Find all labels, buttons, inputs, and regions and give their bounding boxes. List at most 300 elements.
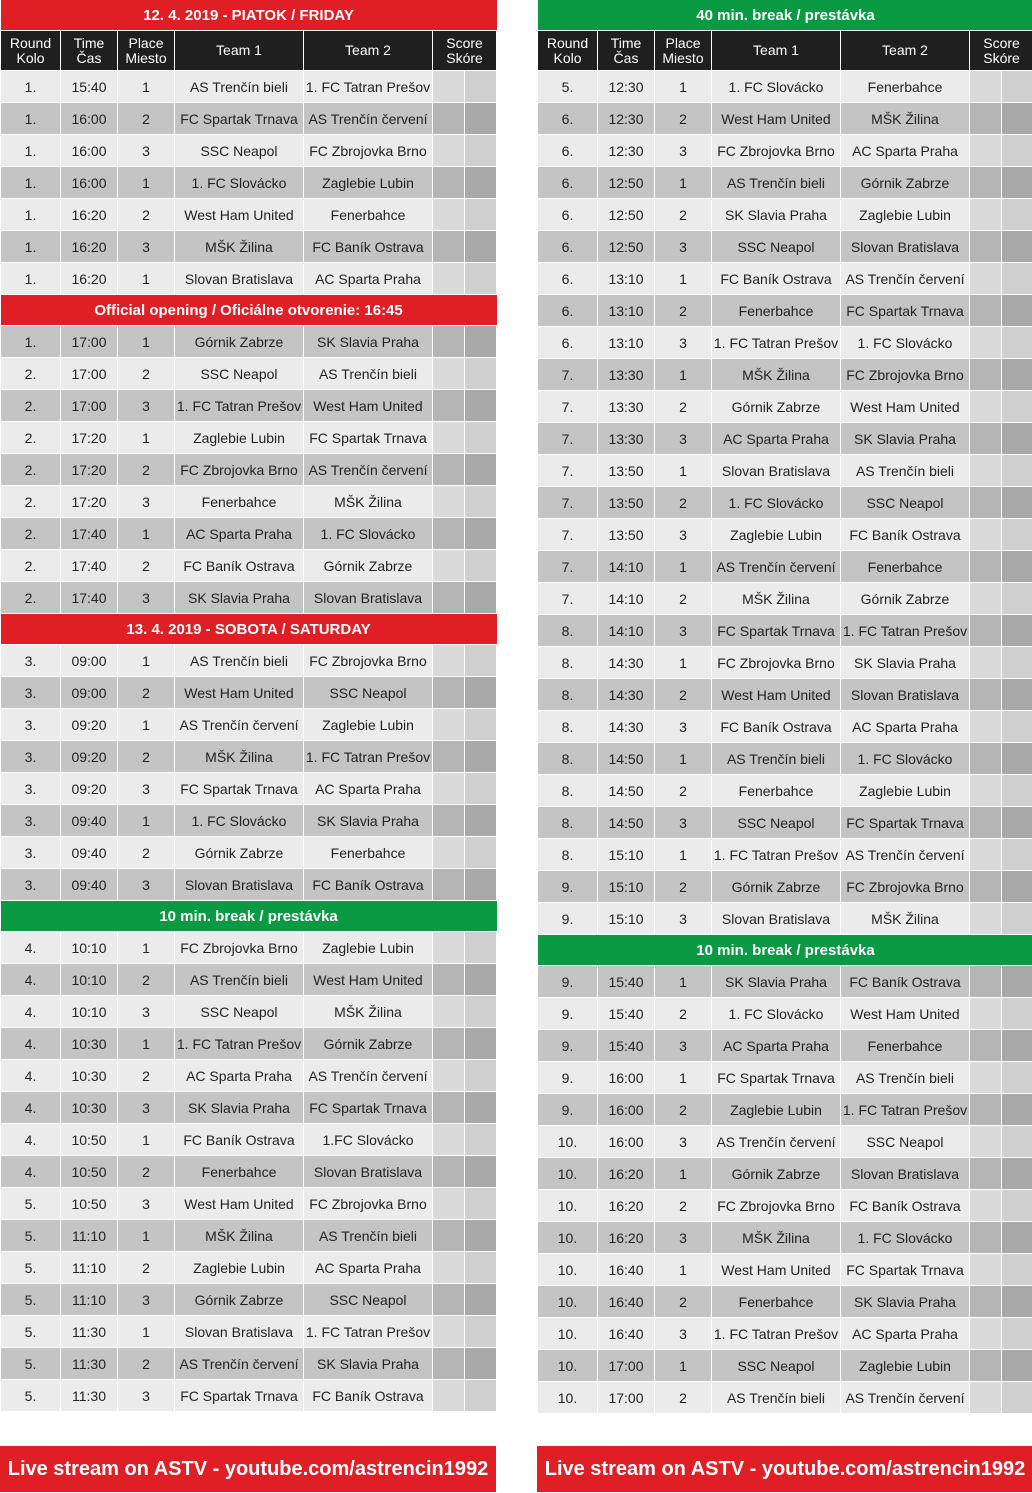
score-team1-cell[interactable] — [433, 1124, 465, 1156]
score-team2-cell[interactable] — [465, 932, 497, 964]
score-team1-cell[interactable] — [970, 998, 1002, 1030]
team1-cell: FC Spartak Trnava — [712, 1062, 841, 1094]
team2-cell: Zaglebie Lubin — [841, 1350, 970, 1382]
score-team1-cell[interactable] — [970, 1382, 1002, 1414]
score-team2-cell[interactable] — [1002, 1030, 1032, 1062]
score-team2-cell[interactable] — [465, 422, 497, 454]
time-cell: 10:30 — [61, 1092, 118, 1124]
score-team1-cell[interactable] — [433, 199, 465, 231]
score-team1-cell[interactable] — [970, 1094, 1002, 1126]
score-team1-cell[interactable] — [970, 839, 1002, 871]
match-row — [1, 805, 497, 837]
score-team1-cell[interactable] — [970, 807, 1002, 839]
schedule-table-right — [537, 0, 1032, 1414]
score-team1-cell[interactable] — [970, 711, 1002, 743]
score-team1-cell[interactable] — [970, 903, 1002, 935]
score-team2-cell[interactable] — [1002, 551, 1032, 583]
place-cell: 1 — [655, 71, 712, 103]
score-header-sk: Skóre — [446, 49, 483, 66]
score-team2-cell[interactable] — [465, 1124, 497, 1156]
time-cell: 10:50 — [61, 1124, 118, 1156]
place-cell: 3 — [655, 903, 712, 935]
team2-cell: 1. FC Slovácko — [841, 327, 970, 359]
score-team1-cell[interactable] — [970, 167, 1002, 199]
round-cell: 6. — [538, 263, 598, 295]
score-team1-cell[interactable] — [433, 932, 465, 964]
team2-cell: MŠK Žilina — [841, 103, 970, 135]
score-team2-cell[interactable] — [465, 1348, 497, 1380]
team1-cell: 1. FC Slovácko — [712, 71, 841, 103]
team2-cell: Zaglebie Lubin — [304, 709, 433, 741]
score-team1-cell[interactable] — [433, 1284, 465, 1316]
place-cell: 1 — [118, 932, 175, 964]
score-team2-cell[interactable] — [465, 709, 497, 741]
score-team2-cell[interactable] — [1002, 519, 1032, 551]
score-team1-cell[interactable] — [970, 423, 1002, 455]
place-cell: 1 — [118, 805, 175, 837]
score-team1-cell[interactable] — [433, 550, 465, 582]
score-team2-cell[interactable] — [1002, 1382, 1032, 1414]
team2-cell: Fenerbahce — [841, 71, 970, 103]
score-team2-cell[interactable] — [465, 1284, 497, 1316]
place-cell: 2 — [118, 358, 175, 390]
score-team1-cell[interactable] — [970, 775, 1002, 807]
score-team1-cell[interactable] — [970, 199, 1002, 231]
score-team2-cell[interactable] — [1002, 966, 1032, 998]
score-team1-cell[interactable] — [433, 1316, 465, 1348]
score-team2-cell[interactable] — [1002, 871, 1032, 903]
time-cell: 14:10 — [598, 551, 655, 583]
time-cell: 14:30 — [598, 647, 655, 679]
round-header — [1, 31, 61, 71]
score-team2-cell[interactable] — [1002, 455, 1032, 487]
team1-cell: SSC Neapol — [712, 231, 841, 263]
score-team1-cell[interactable] — [433, 358, 465, 390]
team2-cell: MŠK Žilina — [304, 996, 433, 1028]
score-team1-cell[interactable] — [433, 71, 465, 103]
team1-cell: Slovan Bratislava — [712, 903, 841, 935]
match-row — [1, 1060, 497, 1092]
place-cell: 1 — [118, 645, 175, 677]
place-cell: 1 — [655, 551, 712, 583]
team2-cell: 1. FC Tatran Prešov — [841, 615, 970, 647]
score-team1-cell[interactable] — [970, 583, 1002, 615]
round-cell: 9. — [538, 998, 598, 1030]
score-team2-cell[interactable] — [465, 454, 497, 486]
team1-header — [712, 31, 841, 71]
score-team2-cell[interactable] — [465, 645, 497, 677]
score-team1-cell[interactable] — [433, 263, 465, 295]
score-team1-cell[interactable] — [970, 359, 1002, 391]
score-team2-cell[interactable] — [1002, 711, 1032, 743]
place-cell: 2 — [118, 837, 175, 869]
score-team2-cell[interactable] — [465, 582, 497, 614]
score-team2-cell[interactable] — [465, 71, 497, 103]
score-team2-cell[interactable] — [1002, 167, 1032, 199]
match-row — [538, 871, 1032, 903]
team1-cell: Zaglebie Lubin — [712, 1094, 841, 1126]
score-team2-cell[interactable] — [1002, 1222, 1032, 1254]
score-team1-cell[interactable] — [433, 869, 465, 901]
score-team2-cell[interactable] — [1002, 583, 1032, 615]
score-team1-cell[interactable] — [970, 615, 1002, 647]
place-cell: 1 — [655, 1350, 712, 1382]
score-team2-cell[interactable] — [465, 231, 497, 263]
score-team2-cell[interactable] — [1002, 103, 1032, 135]
score-team1-cell[interactable] — [970, 1254, 1002, 1286]
score-team1-cell[interactable] — [970, 519, 1002, 551]
score-team2-cell[interactable] — [1002, 903, 1032, 935]
round-cell: 2. — [1, 582, 61, 614]
score-team2-cell[interactable] — [465, 486, 497, 518]
score-team1-cell[interactable] — [970, 1318, 1002, 1350]
score-team1-cell[interactable] — [433, 805, 465, 837]
match-row — [1, 199, 497, 231]
team2-cell: Górnik Zabrze — [304, 1028, 433, 1060]
score-team1-cell[interactable] — [970, 487, 1002, 519]
place-cell: 1 — [655, 359, 712, 391]
match-row — [1, 1028, 497, 1060]
score-team2-cell[interactable] — [1002, 71, 1032, 103]
round-cell: 3. — [1, 869, 61, 901]
score-team1-cell[interactable] — [970, 1030, 1002, 1062]
score-team1-cell[interactable] — [970, 103, 1002, 135]
score-team2-cell[interactable] — [1002, 199, 1032, 231]
score-team1-cell[interactable] — [433, 964, 465, 996]
match-row — [538, 167, 1032, 199]
team2-cell: Fenerbahce — [841, 1030, 970, 1062]
score-team1-cell[interactable] — [970, 966, 1002, 998]
team1-cell: Fenerbahce — [175, 1156, 304, 1188]
score-team2-cell[interactable] — [1002, 1286, 1032, 1318]
place-cell: 3 — [118, 1188, 175, 1220]
place-cell: 1 — [118, 263, 175, 295]
match-row — [1, 932, 497, 964]
team1-cell: FC Baník Ostrava — [175, 550, 304, 582]
place-cell: 3 — [118, 996, 175, 1028]
score-team1-cell[interactable] — [433, 167, 465, 199]
score-team1-cell[interactable] — [970, 1190, 1002, 1222]
score-team1-cell[interactable] — [433, 103, 465, 135]
score-team1-cell[interactable] — [433, 645, 465, 677]
place-cell: 2 — [655, 583, 712, 615]
score-team2-cell[interactable] — [1002, 743, 1032, 775]
section-banner-text: 10 min. break / prestávka — [1, 901, 497, 932]
team2-cell: AS Trenčín červení — [304, 103, 433, 135]
time-cell: 15:40 — [598, 966, 655, 998]
match-row — [538, 743, 1032, 775]
round-cell: 7. — [538, 519, 598, 551]
score-team1-cell[interactable] — [433, 1156, 465, 1188]
time-cell: 16:20 — [598, 1158, 655, 1190]
place-cell: 3 — [655, 231, 712, 263]
score-team1-cell[interactable] — [970, 1062, 1002, 1094]
score-team1-cell[interactable] — [433, 741, 465, 773]
score-team1-cell[interactable] — [433, 1188, 465, 1220]
team2-cell: FC Baník Ostrava — [841, 519, 970, 551]
score-team2-cell[interactable] — [465, 103, 497, 135]
score-team2-cell[interactable] — [1002, 998, 1032, 1030]
team1-cell: SSC Neapol — [175, 135, 304, 167]
score-team1-cell[interactable] — [433, 390, 465, 422]
round-cell: 9. — [538, 903, 598, 935]
team2-cell: SK Slavia Praha — [304, 805, 433, 837]
round-cell: 1. — [1, 263, 61, 295]
match-row — [1, 1316, 497, 1348]
time-cell: 11:30 — [61, 1348, 118, 1380]
time-cell: 16:20 — [61, 263, 118, 295]
score-team2-cell[interactable] — [1002, 615, 1032, 647]
team1-cell: Górnik Zabrze — [712, 1158, 841, 1190]
round-cell: 6. — [538, 103, 598, 135]
section-banner-text: 40 min. break / prestávka — [538, 0, 1032, 31]
score-team1-cell[interactable] — [433, 837, 465, 869]
round-cell: 5. — [1, 1284, 61, 1316]
team1-cell: AS Trenčín bieli — [712, 743, 841, 775]
match-row — [1, 326, 497, 358]
team1-cell: 1. FC Slovácko — [712, 998, 841, 1030]
match-row — [1, 71, 497, 103]
team2-cell: West Ham United — [841, 998, 970, 1030]
score-team2-cell[interactable] — [1002, 327, 1032, 359]
team1-header-en: Team 1 — [753, 42, 799, 58]
time-header — [61, 31, 118, 71]
team1-cell: West Ham United — [175, 199, 304, 231]
match-row — [538, 679, 1032, 711]
time-cell: 16:00 — [598, 1062, 655, 1094]
place-cell: 2 — [118, 1348, 175, 1380]
score-team2-cell[interactable] — [1002, 839, 1032, 871]
score-team1-cell[interactable] — [433, 1252, 465, 1284]
round-cell: 6. — [538, 135, 598, 167]
score-team2-cell[interactable] — [465, 1028, 497, 1060]
score-team1-cell[interactable] — [433, 1028, 465, 1060]
score-team2-cell[interactable] — [465, 1380, 497, 1412]
team2-cell: SK Slavia Praha — [841, 647, 970, 679]
match-row — [1, 103, 497, 135]
match-row — [538, 1222, 1032, 1254]
team1-cell: 1. FC Slovácko — [175, 167, 304, 199]
score-team2-cell[interactable] — [1002, 423, 1032, 455]
score-team1-cell[interactable] — [433, 454, 465, 486]
score-team1-cell[interactable] — [433, 1220, 465, 1252]
score-team1-cell[interactable] — [433, 326, 465, 358]
score-team2-cell[interactable] — [1002, 679, 1032, 711]
team2-cell: 1.FC Slovácko — [304, 1124, 433, 1156]
round-cell: 10. — [538, 1126, 598, 1158]
score-team1-cell[interactable] — [970, 551, 1002, 583]
score-team1-cell[interactable] — [970, 295, 1002, 327]
score-team2-cell[interactable] — [1002, 1350, 1032, 1382]
score-team1-cell[interactable] — [433, 1348, 465, 1380]
score-team1-cell[interactable] — [433, 422, 465, 454]
round-cell: 7. — [538, 487, 598, 519]
score-team2-cell[interactable] — [465, 326, 497, 358]
round-header — [538, 31, 598, 71]
team1-cell: 1. FC Slovácko — [712, 487, 841, 519]
match-row — [538, 1318, 1032, 1350]
place-cell: 2 — [655, 103, 712, 135]
score-team2-cell[interactable] — [1002, 1126, 1032, 1158]
livestream-footer-left[interactable]: Live stream on ASTV - youtube.com/astrencin1992 — [0, 1446, 496, 1492]
team2-cell: AS Trenčín červení — [841, 839, 970, 871]
score-team1-cell[interactable] — [970, 263, 1002, 295]
place-cell: 3 — [655, 1126, 712, 1158]
match-row — [538, 487, 1032, 519]
score-team1-cell[interactable] — [970, 231, 1002, 263]
team2-cell: 1. FC Slovácko — [304, 518, 433, 550]
time-header-sk: Čas — [613, 49, 639, 66]
score-team1-cell[interactable] — [970, 1350, 1002, 1382]
score-team2-cell[interactable] — [465, 869, 497, 901]
score-team2-cell[interactable] — [1002, 775, 1032, 807]
score-team2-cell[interactable] — [465, 996, 497, 1028]
score-team1-cell[interactable] — [970, 743, 1002, 775]
place-cell: 3 — [118, 231, 175, 263]
score-team2-cell[interactable] — [465, 1188, 497, 1220]
score-team1-cell[interactable] — [433, 1060, 465, 1092]
score-team2-cell[interactable] — [1002, 391, 1032, 423]
score-team2-cell[interactable] — [465, 1092, 497, 1124]
score-team2-cell[interactable] — [1002, 295, 1032, 327]
score-team2-cell[interactable] — [1002, 807, 1032, 839]
score-team2-cell[interactable] — [1002, 359, 1032, 391]
score-team2-cell[interactable] — [465, 1220, 497, 1252]
time-cell: 17:40 — [61, 582, 118, 614]
score-team1-cell[interactable] — [970, 135, 1002, 167]
score-team1-cell[interactable] — [970, 391, 1002, 423]
score-team2-cell[interactable] — [465, 1060, 497, 1092]
score-team2-cell[interactable] — [465, 837, 497, 869]
score-team1-cell[interactable] — [433, 582, 465, 614]
score-team2-cell[interactable] — [1002, 231, 1032, 263]
match-row — [1, 582, 497, 614]
score-team1-cell[interactable] — [433, 486, 465, 518]
score-team1-cell[interactable] — [433, 677, 465, 709]
round-cell: 3. — [1, 741, 61, 773]
score-team1-cell[interactable] — [970, 1126, 1002, 1158]
team1-cell: West Ham United — [712, 1254, 841, 1286]
place-cell: 1 — [655, 1062, 712, 1094]
team2-cell: AC Sparta Praha — [304, 1252, 433, 1284]
score-team2-cell[interactable] — [1002, 1158, 1032, 1190]
team2-cell: AS Trenčín bieli — [841, 1062, 970, 1094]
score-team2-cell[interactable] — [1002, 135, 1032, 167]
score-team2-cell[interactable] — [465, 1316, 497, 1348]
place-cell: 3 — [118, 582, 175, 614]
score-team1-cell[interactable] — [433, 1092, 465, 1124]
score-team1-cell[interactable] — [970, 679, 1002, 711]
score-team2-cell[interactable] — [465, 805, 497, 837]
score-team1-cell[interactable] — [970, 647, 1002, 679]
team2-cell: FC Spartak Trnava — [841, 295, 970, 327]
score-team2-cell[interactable] — [465, 390, 497, 422]
score-team1-cell[interactable] — [970, 871, 1002, 903]
score-team2-cell[interactable] — [465, 741, 497, 773]
team1-cell: SSC Neapol — [712, 807, 841, 839]
score-team2-cell[interactable] — [465, 358, 497, 390]
score-team2-cell[interactable] — [465, 263, 497, 295]
match-row — [1, 645, 497, 677]
score-team2-cell[interactable] — [465, 550, 497, 582]
score-team1-cell[interactable] — [970, 1158, 1002, 1190]
time-cell: 15:40 — [61, 71, 118, 103]
score-team2-cell[interactable] — [1002, 1190, 1032, 1222]
score-team2-cell[interactable] — [465, 199, 497, 231]
time-cell: 17:40 — [61, 518, 118, 550]
place-cell: 1 — [118, 709, 175, 741]
team1-cell: 1. FC Tatran Prešov — [712, 327, 841, 359]
round-cell: 2. — [1, 390, 61, 422]
round-cell: 4. — [1, 1124, 61, 1156]
score-team2-cell[interactable] — [1002, 1062, 1032, 1094]
round-header-sk: Kolo — [553, 49, 582, 66]
score-team1-cell[interactable] — [433, 231, 465, 263]
team2-cell: SSC Neapol — [841, 487, 970, 519]
score-team2-cell[interactable] — [465, 167, 497, 199]
score-team1-cell[interactable] — [970, 455, 1002, 487]
score-team2-cell[interactable] — [465, 135, 497, 167]
score-team2-cell[interactable] — [465, 964, 497, 996]
round-cell: 3. — [1, 645, 61, 677]
score-team1-cell[interactable] — [970, 1286, 1002, 1318]
score-team2-cell[interactable] — [465, 1252, 497, 1284]
round-cell: 2. — [1, 486, 61, 518]
score-team2-cell[interactable] — [465, 518, 497, 550]
time-cell: 10:10 — [61, 964, 118, 996]
section-banner — [538, 935, 1032, 966]
livestream-footer-right[interactable]: Live stream on ASTV - youtube.com/astrencin1992 — [537, 1446, 1032, 1492]
score-team1-cell[interactable] — [433, 135, 465, 167]
round-cell: 3. — [1, 677, 61, 709]
team1-cell: FC Baník Ostrava — [712, 711, 841, 743]
score-team2-cell[interactable] — [1002, 1254, 1032, 1286]
score-team2-cell[interactable] — [1002, 1094, 1032, 1126]
score-team1-cell[interactable] — [970, 71, 1002, 103]
score-team2-cell[interactable] — [1002, 487, 1032, 519]
score-team2-cell[interactable] — [465, 1156, 497, 1188]
time-cell: 11:10 — [61, 1220, 118, 1252]
place-cell: 3 — [655, 327, 712, 359]
score-team2-cell[interactable] — [1002, 263, 1032, 295]
score-team1-cell[interactable] — [433, 518, 465, 550]
round-cell: 4. — [1, 1156, 61, 1188]
team1-cell: SSC Neapol — [175, 358, 304, 390]
score-team2-cell[interactable] — [1002, 1318, 1032, 1350]
team1-cell: SK Slavia Praha — [175, 1092, 304, 1124]
place-cell: 3 — [655, 423, 712, 455]
team1-cell: SSC Neapol — [175, 996, 304, 1028]
score-header-sk: Skóre — [983, 49, 1020, 66]
score-team1-cell[interactable] — [970, 1222, 1002, 1254]
round-cell: 8. — [538, 775, 598, 807]
team1-cell: Górnik Zabrze — [712, 391, 841, 423]
score-team2-cell[interactable] — [465, 677, 497, 709]
score-team1-cell[interactable] — [433, 709, 465, 741]
time-cell: 09:20 — [61, 741, 118, 773]
score-team1-cell[interactable] — [433, 996, 465, 1028]
score-team1-cell[interactable] — [970, 327, 1002, 359]
score-team2-cell[interactable] — [465, 773, 497, 805]
round-cell: 3. — [1, 837, 61, 869]
time-cell: 17:00 — [598, 1350, 655, 1382]
score-team2-cell[interactable] — [1002, 647, 1032, 679]
time-cell: 16:40 — [598, 1254, 655, 1286]
place-cell: 3 — [655, 1222, 712, 1254]
match-row — [538, 551, 1032, 583]
score-team1-cell[interactable] — [433, 1380, 465, 1412]
score-team1-cell[interactable] — [433, 773, 465, 805]
